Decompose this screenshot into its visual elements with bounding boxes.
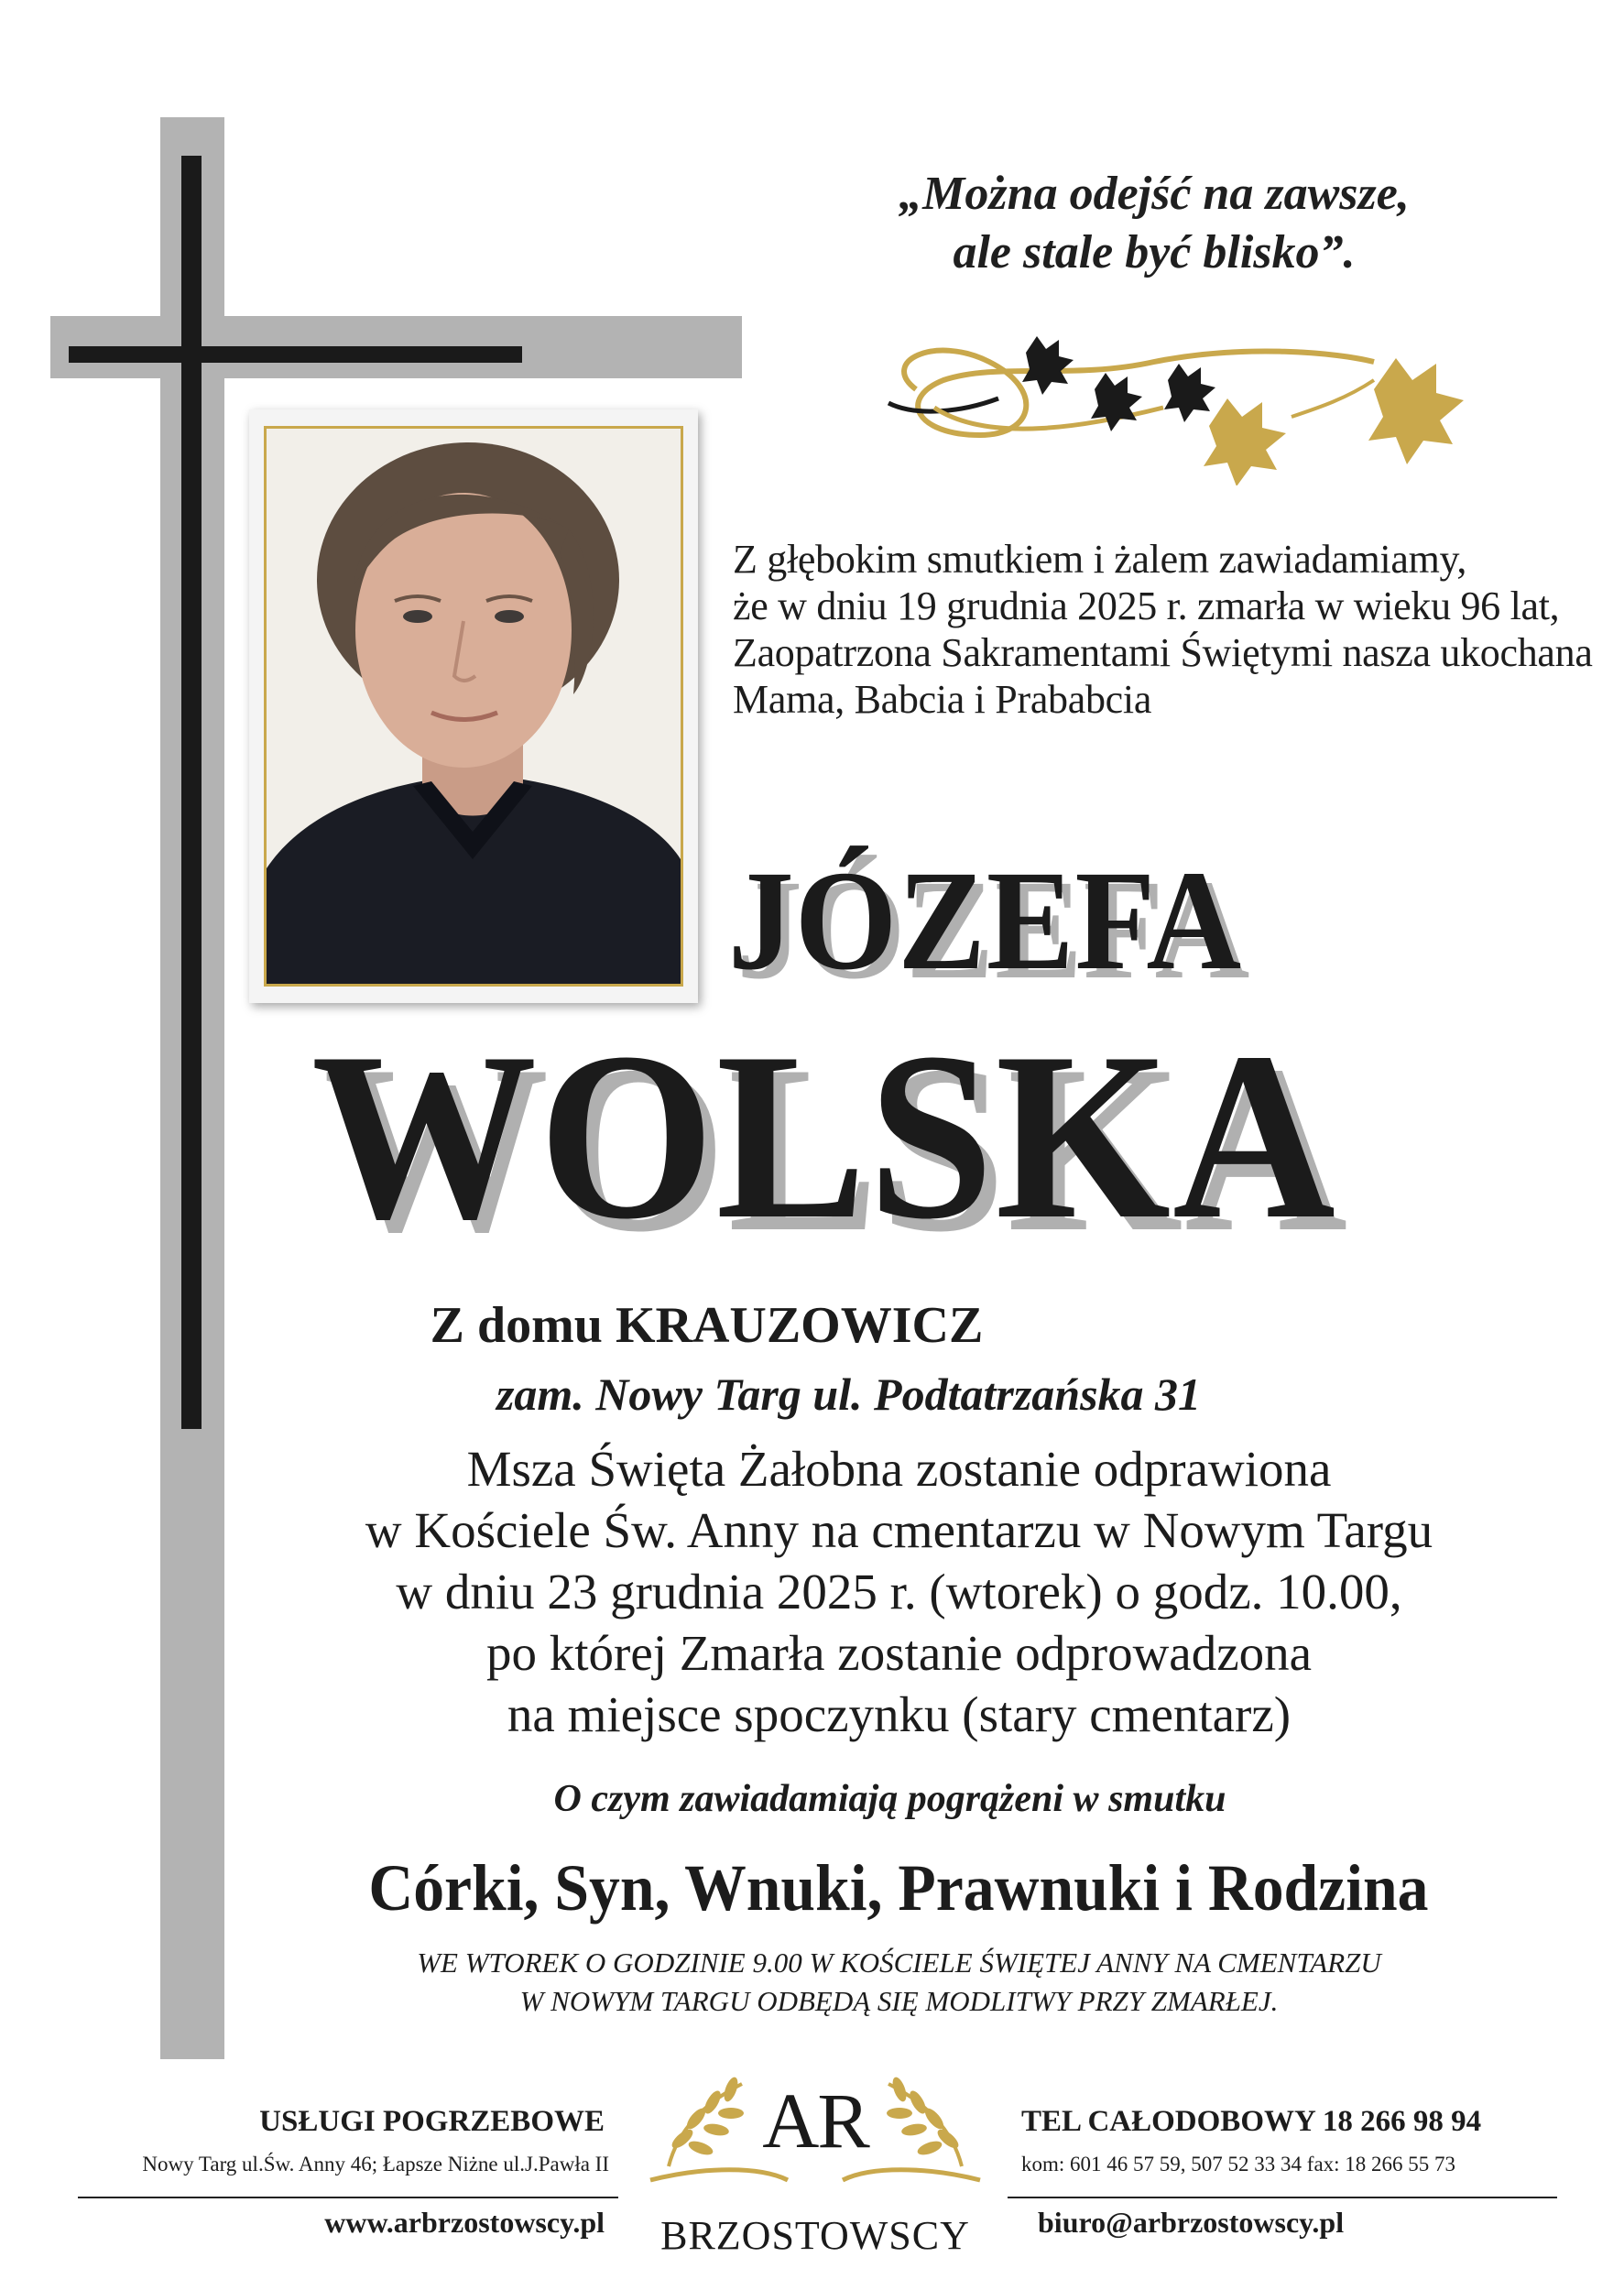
logo-initials: AR xyxy=(762,2077,868,2165)
funeral-services-address: Nowy Targ ul.Św. Anny 46; Łapsze Niżne ul.J.Pawła II xyxy=(142,2153,609,2176)
announcement-intro xyxy=(733,536,1593,723)
quote xyxy=(806,165,1502,282)
deceased-first-name: JÓZEFA xyxy=(728,841,1243,999)
mass-line-5: na miejsce spoczynku (stary cmentarz) xyxy=(507,1686,1292,1742)
portrait-photo xyxy=(264,426,683,987)
logo-name: BRZOSTOWSCY xyxy=(660,2213,970,2258)
mass-line-2: w Kościele Św. Anny na cmentarzu w Nowym Targu xyxy=(365,1502,1433,1558)
deceased-last-name: WOLSKA xyxy=(311,1003,1337,1269)
intro-line-3: Zaopatrzona Sakramentami Świętymi nasza ukochana xyxy=(733,630,1593,675)
quote-line-2: ale stale być blisko”. xyxy=(953,226,1356,278)
prayer-line-2: W NOWYM TARGU ODBĘDĄ SIĘ MODLITWY PRZY ZMARŁEJ. xyxy=(519,1985,1279,2017)
residence-address: zam. Nowy Targ ul. Podtatrzańska 31 xyxy=(496,1369,1202,1420)
website-link[interactable]: www.arbrzostowscy.pl xyxy=(324,2206,605,2239)
mass-line-1: Msza Święta Żałobna zostanie odprawiona xyxy=(466,1441,1332,1497)
quote-line-1: „Można odejść na zawsze, xyxy=(899,168,1410,220)
notifying-line: O czym zawiadamiają pogrążeni w smutku xyxy=(553,1778,1226,1820)
footer-divider-right xyxy=(1008,2197,1557,2198)
intro-line-1: Z głębokim smutkiem i żalem zawiadamiamy, xyxy=(733,537,1467,582)
mass-line-4: po której Zmarła zostanie odprowadzona xyxy=(485,1625,1313,1681)
funeral-mass-info xyxy=(0,1438,1624,1745)
funeral-services-title: USŁUGI POGRZEBOWE xyxy=(259,2105,605,2138)
maiden-name: Z domu KRAUZOWICZ xyxy=(430,1297,984,1354)
email-link[interactable]: biuro@arbrzostowscy.pl xyxy=(1038,2206,1345,2239)
footer-divider-left xyxy=(78,2197,618,2198)
intro-line-4: Mama, Babcia i Prababcia xyxy=(733,677,1152,722)
portrait-image xyxy=(267,429,681,984)
family-mourners: Córki, Syn, Wnuki, Prawnuki i Rodzina xyxy=(368,1851,1429,1925)
prayer-notice xyxy=(0,1944,1624,2021)
phone-24h: TEL CAŁODOBOWY 18 266 98 94 xyxy=(1021,2105,1482,2138)
leaf-ornament-icon xyxy=(861,325,1502,485)
mobile-fax-numbers: kom: 601 46 57 59, 507 52 33 34 fax: 18 266 55 73 xyxy=(1021,2153,1456,2176)
prayer-line-1: WE WTOREK O GODZINIE 9.00 W KOŚCIELE ŚWIĘTEJ ANNY NA CMENTARZU xyxy=(417,1946,1381,1979)
intro-line-2: że w dniu 19 grudnia 2025 r. zmarła w wieku 96 lat, xyxy=(733,583,1560,628)
cross-horizontal xyxy=(69,346,522,363)
mass-line-3: w dniu 23 grudnia 2025 r. (wtorek) o godz. 10.00, xyxy=(396,1564,1402,1619)
